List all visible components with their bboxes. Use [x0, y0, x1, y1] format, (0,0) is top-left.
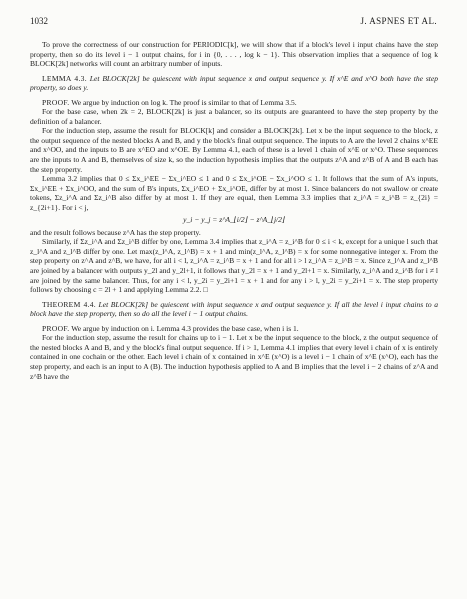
display-equation: y_i − y_j = z^A_⌊i/2⌋ − z^A_⌊j/2⌋: [183, 215, 285, 225]
proof-label: PROOF.: [42, 97, 70, 107]
paragraph: For the induction step, assume the result for chains up to i − 1. Let x be the input sequence to the block, z the output sequence of the nested blocks A and B, and y the block's final output sequence. If i > 1, Lemma 4.1 implies that every level i chain of x is entirely contained in one cochain or the other. Each level i chain of x contained in x^E (x^O) is a level i − 1 chain of x^E (x^O), each has the step property, and each is an input to A (B). The induction hypothesis applied to A and B implies that the level i − 2 chains of z^A and z^B have the: [30, 333, 438, 381]
page-header: [30, 16, 437, 28]
theorem-statement: Let BLOCK[2k] be quiescent with input sequence x and output sequence y. If all the level i input chains to a block have the step property, then so do all the level i − 1 output chains.: [30, 299, 439, 319]
page-number: 1032: [30, 16, 48, 26]
lemma-4-3: [30, 74, 438, 93]
theorem-4-4: [30, 300, 438, 319]
running-title: J. ASPNES ET AL.: [360, 16, 437, 26]
paragraph: Similarly, if Σz_i^A and Σz_i^B differ by one, Lemma 3.4 implies that z_i^A = z_i^B for 0 ≤ i < k, except for a unique l such that z_l^A and z_l^B differ by one. Let max(z_l^A, z_l^B) = x + 1 and min(z_l^A, z_l^B) = x for some nonnegative integer x. From the step property on z^A and z^B, we have, for all i < l, z_i^A = z_i^B = x + 1 and for all i > l z_i^A = z_i^B = x. Since z_l^A and z_l^B are joined by a balancer with outputs y_2l and y_2l+1, it follows that y_2l = x + 1 and y_2l+1 = x. Similarly, z_i^A and z_i^B for i ≠ l are joined by the same balancer. Thus, for any i < l, y_2i = y_2i+1 = x + 1 and for any i > l, y_2i = y_2i+1 = x. The step property follows by choosing c = 2l + 1 and applying Lemma 2.2. □: [30, 237, 438, 295]
proof-label: PROOF.: [42, 323, 70, 333]
theorem-label: THEOREM 4.4.: [42, 299, 96, 309]
lemma-label: LEMMA 4.3.: [42, 73, 87, 83]
lemma-statement: Let BLOCK[2k] be quiescent with input sequence x and output sequence y. If x^E and x^O both have the step property, so does y.: [30, 73, 438, 93]
page-body: [30, 40, 438, 381]
paragraph: For the induction step, assume the result for BLOCK[k] and consider a BLOCK[2k]. Let x be the input sequence to the block, z the output sequence of the nested blocks A and B, and y the block's final output sequence. The inputs to A are the level 2 chains x^EE and x^OO, and the inputs to B are x^EO and x^OE. By Lemma 4.1, each of these is a level 1 chain of x^E or x^O. These sequences are the inputs to A and B, themselves of size k, so the induction hypothesis implies that the outputs z^A and z^B of A and B each has the step property.: [30, 126, 438, 174]
proof-start: PROOF. We argue by induction on log k. The proof is similar to that of Lemma 3.5.: [42, 97, 297, 107]
paragraph: and the result follows because z^A has the step property.: [30, 227, 201, 237]
proof-start: PROOF. We argue by induction on i. Lemma 4.3 provides the base case, when i is 1.: [42, 323, 299, 333]
paragraph: Lemma 3.2 implies that 0 ≤ Σx_i^EE − Σx_i^EO ≤ 1 and 0 ≤ Σx_i^OE − Σx_i^OO ≤ 1. It follows that the sum of A's inputs, Σx_i^EE + Σx_i^OO, and the sum of B's inputs, Σx_i^EO + Σx_i^OE, differ by at most 1. Since balancers do not swallow or create tokens, Σz_i^A and Σz_i^B also differ by at most 1. If they are equal, then Lemma 3.3 implies that z_i^A = z_i^B = z_{2i} = z_{2i+1}. For i < j,: [30, 174, 438, 212]
paragraph: To prove the correctness of our construction for PERIODIC[k], we will show that if a block's level i input chains have the step property, then so do its level i − 1 output chains, for i in {0, . . . , log k − 1}. This observation implies that a sequence of log k BLOCK[2k] networks will count an arbitrary number of inputs.: [30, 40, 438, 69]
paragraph: For the base case, when 2k = 2, BLOCK[2k] is just a balancer, so its outputs are guaranteed to have the step property by the definition of a balancer.: [30, 107, 438, 126]
